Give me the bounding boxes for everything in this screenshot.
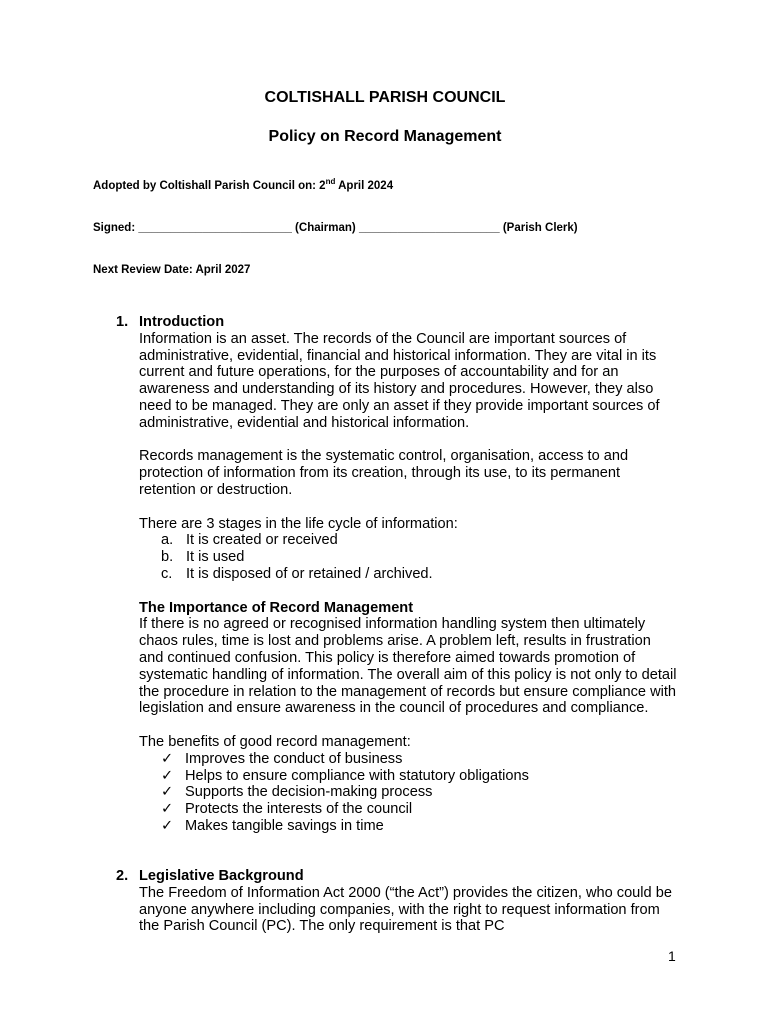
- list-item-text: Makes tangible savings in time: [185, 817, 384, 834]
- checkmark-icon: ✓: [161, 767, 174, 784]
- list-item: [139, 751, 679, 768]
- section-heading: [116, 314, 679, 331]
- checkmark-icon: ✓: [161, 750, 174, 767]
- records-management-paragraph: Records management is the systematic control, organisation, access to and protection of information from its creation, through its use, to its permanent retention or destruction.: [139, 448, 629, 498]
- list-item-text: Helps to ensure compliance with statutory obligations: [185, 767, 529, 784]
- list-marker: c.: [161, 565, 173, 582]
- list-item: [139, 784, 679, 801]
- list-item: [139, 801, 679, 818]
- council-name: COLTISHALL PARISH COUNCIL: [264, 89, 506, 106]
- list-item: [139, 549, 679, 566]
- adopted-line: [93, 177, 394, 192]
- legislative-paragraph: The Freedom of Information Act 2000 (“the Act”) provides the citizen, who could be anyone anywhere including companies, with the right to request information from the Parish Council (PC). The only requirement is that PC: [139, 884, 672, 935]
- importance-paragraph: If there is no agreed or recognised information handling system then ultimately chaos rules, time is lost and problems arise. A problem left, results in frustration and continued confusion. This policy is therefore aimed towards promotion of systematic handling of information. The overall aim of this policy is not only to detail the procedure in relation to the management of records but ensure compliance with legislation and ensure awareness in the council of procedures and compliance.: [139, 616, 677, 717]
- life-cycle-paragraph: There are 3 stages in the life cycle of information:: [139, 515, 458, 532]
- intro-paragraph: Information is an asset. The records of the Council are important sources of administrative, evidential, financial and historical information. They are vital in its current and future operations, for the purposes of accountability and for an awareness and understanding of its history and procedures. However, they also need to be managed. They are only an asset if they provide important sources of administrative, evidential and historical information.: [139, 330, 660, 431]
- section-number: 1.: [116, 314, 129, 330]
- list-item: [139, 532, 679, 549]
- page-number: 1: [668, 948, 676, 964]
- checkmark-icon: ✓: [161, 784, 174, 801]
- adopted-ordinal: nd: [325, 177, 336, 186]
- life-cycle-list: [139, 532, 679, 582]
- benefits-intro: The benefits of good record management:: [139, 733, 411, 750]
- list-item: [139, 566, 679, 583]
- section-heading-text: Introduction: [139, 314, 225, 330]
- benefits-list: [139, 751, 679, 835]
- review-date: Next Review Date: April 2027: [93, 264, 251, 276]
- checkmark-icon: ✓: [161, 817, 174, 834]
- adopted-prefix: Adopted by Coltishall Parish Council on: 2: [93, 180, 326, 192]
- list-item-text: It is used: [186, 549, 245, 566]
- signed-line: Signed: ________________________ (Chairman) ______________________ (Parish Clerk): [93, 222, 578, 234]
- section-number: 2.: [116, 868, 129, 884]
- list-item: [139, 768, 679, 785]
- policy-title: Policy on Record Management: [268, 128, 502, 145]
- importance-subheading: The Importance of Record Management: [139, 599, 414, 616]
- section-heading-text: Legislative Background: [139, 868, 304, 884]
- checkmark-icon: ✓: [161, 801, 174, 818]
- list-marker: b.: [161, 549, 174, 566]
- list-item-text: Protects the interests of the council: [185, 801, 413, 818]
- list-item-text: Supports the decision-making process: [185, 784, 433, 801]
- list-item-text: Improves the conduct of business: [185, 750, 403, 767]
- adopted-date: April 2024: [335, 180, 394, 192]
- list-item: [139, 818, 679, 835]
- section-legislative-background: [116, 868, 679, 935]
- section-introduction: [116, 314, 679, 835]
- list-item-text: It is created or received: [186, 532, 338, 549]
- list-item-text: It is disposed of or retained / archived.: [186, 565, 433, 582]
- list-marker: a.: [161, 532, 174, 549]
- section-heading: [116, 868, 679, 885]
